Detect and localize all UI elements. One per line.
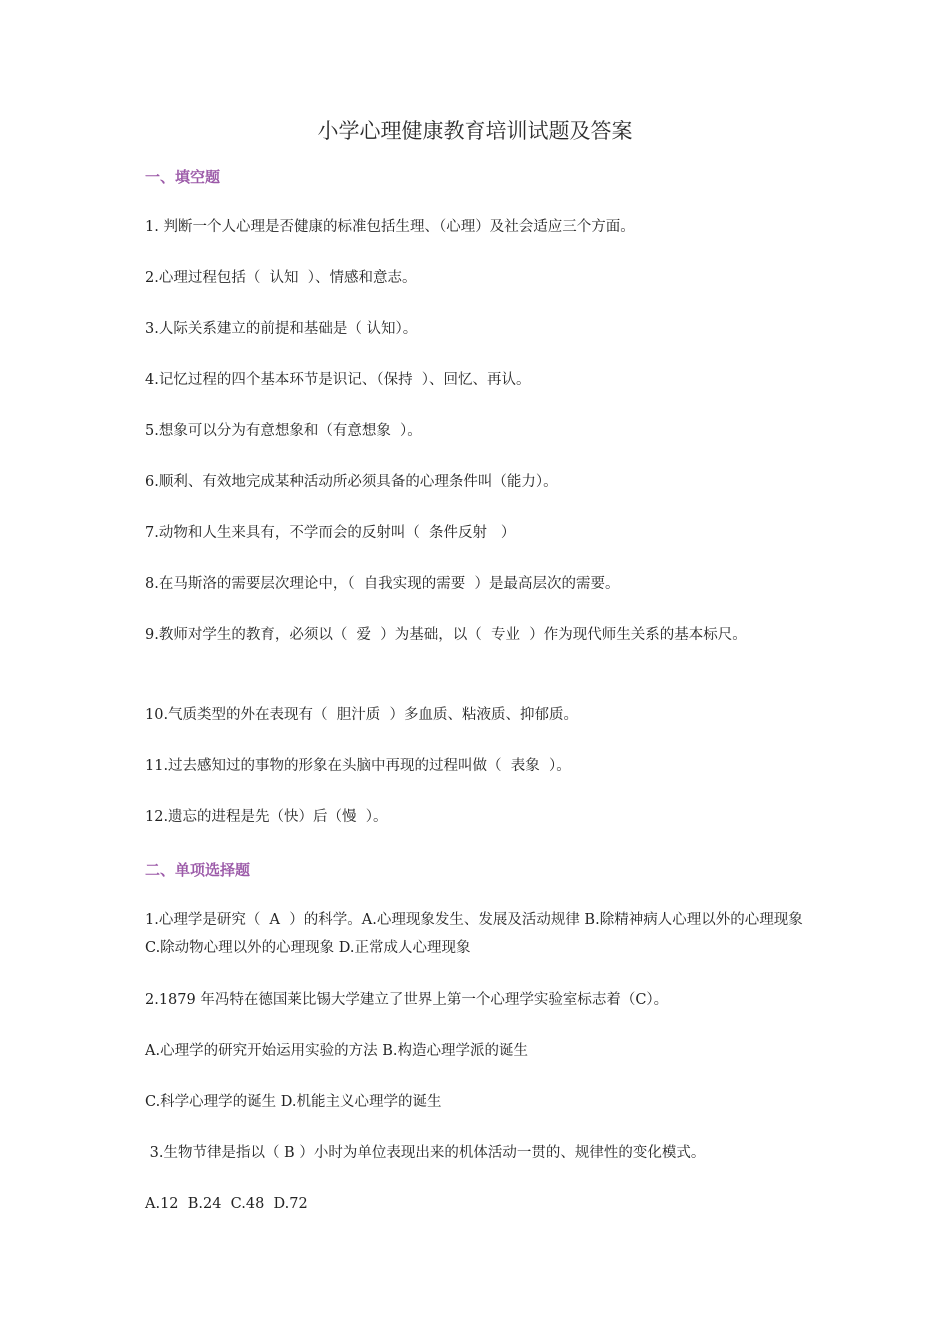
section-heading-fill-blank: 一、填空题: [145, 168, 221, 186]
question-item: 5.想象可以分为有意想象和（有意想象 ）。: [145, 423, 422, 439]
question-item: 3.生物节律是指以（ B ）小时为单位表现出来的机体活动一贯的、规律性的变化模式。: [145, 1145, 706, 1161]
question-item: 11.过去感知过的事物的形象在头脑中再现的过程叫做（ 表象 ）。: [145, 758, 571, 774]
question-item: 1. 判断一个人心理是否健康的标准包括生理、（心理）及社会适应三个方面。: [145, 219, 635, 235]
question-item: 1.心理学是研究（ A ）的科学。A.心理现象发生、发展及活动规律 B.除精神病人心理以外的心理现象 C.除动物心理以外的心理现象 D.正常成人心理现象: [145, 912, 808, 956]
question-item: 8.在马斯洛的需要层次理论中，（ 自我实现的需要 ）是最高层次的需要。: [145, 576, 620, 592]
question-item: 2.心理过程包括（ 认知 ）、情感和意志。: [145, 270, 417, 286]
question-item: 7.动物和人生来具有，不学而会的反射叫（ 条件反射 ）: [145, 525, 516, 541]
question-item: 4.记忆过程的四个基本环节是识记、（保持 ）、回忆、再认。: [145, 372, 531, 388]
question-item: 2.1879 年冯特在德国莱比锡大学建立了世界上第一个心理学实验室标志着（C）。: [145, 992, 669, 1008]
question-item: 12.遗忘的进程是先（快）后（慢 ）。: [145, 809, 388, 825]
question-item: 10.气质类型的外在表现有（ 胆汁质 ）多血质、粘液质、抑郁质。: [145, 707, 578, 723]
section-heading-single-choice: 二、单项选择题: [145, 861, 251, 879]
question-option-line: A.12 B.24 C.48 D.72: [145, 1196, 308, 1212]
question-option-line: A.心理学的研究开始运用实验的方法 B.构造心理学派的诞生: [145, 1043, 528, 1059]
question-item: 3.人际关系建立的前提和基础是（ 认知）。: [145, 321, 418, 337]
question-option-line: C.科学心理学的诞生 D.机能主义心理学的诞生: [145, 1094, 442, 1110]
document-title: 小学心理健康教育培训试题及答案: [317, 119, 633, 143]
question-item: 6.顺利、有效地完成某种活动所必须具备的心理条件叫（能力）。: [145, 474, 558, 490]
question-item: 9.教师对学生的教育，必须以（ 爱 ）为基础，以（ 专业 ）作为现代师生关系的基本标尺。: [145, 627, 747, 643]
